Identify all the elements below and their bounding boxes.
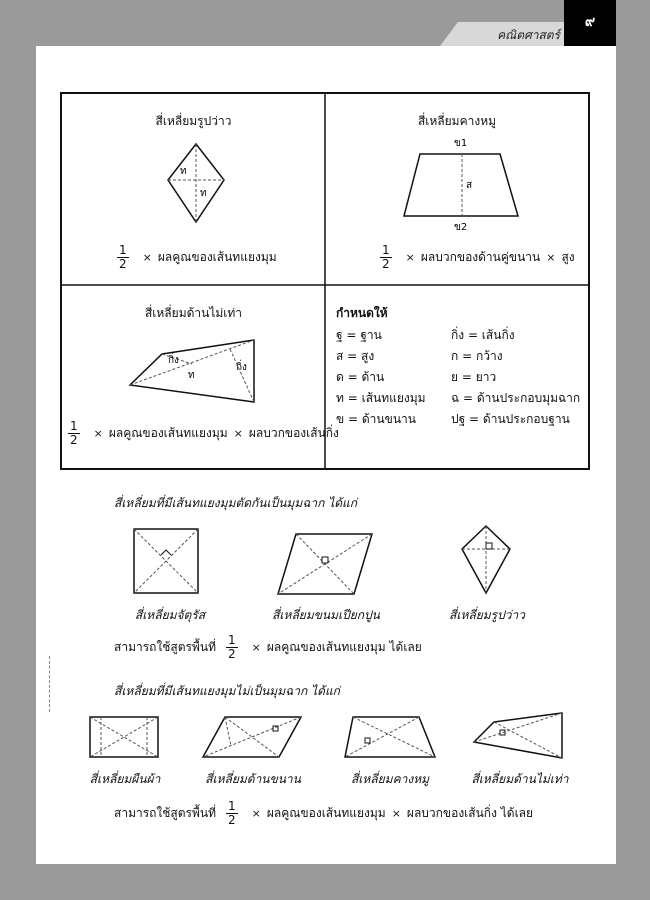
times-symbol: × bbox=[391, 807, 401, 820]
times-symbol: × bbox=[142, 251, 152, 264]
trapezoid-formula-text: ผลบวกของด้านคู่ขนาน bbox=[420, 250, 541, 264]
trapezoid-diag-label: ส bbox=[466, 180, 473, 191]
irregular-diagram bbox=[130, 340, 260, 410]
trapezoid-diagram bbox=[404, 138, 524, 233]
definition-item: ปฐ = ด้านประกอบฐาน bbox=[451, 412, 570, 426]
definition-item: ท = เส้นทแยงมุม bbox=[336, 391, 426, 405]
irregular-formula-text: ผลคูณของเส้นทแยงมุม bbox=[108, 426, 228, 440]
definition-item: ก = กว้าง bbox=[451, 349, 503, 363]
fraction: $\frac{1}{2}$ bbox=[119, 243, 127, 271]
shape-label-trapezoid: สี่เหลี่ยมคางหมู bbox=[350, 772, 430, 786]
page-number: ๙ bbox=[564, 0, 616, 46]
perpendicular-heading: สี่เหลี่ยมที่มีเส้นทแยงมุมตัดกันเป็นมุมฉาก ได้แก่ bbox=[114, 496, 358, 510]
rhombus-shape bbox=[278, 533, 374, 595]
trapezoid-title: สี่เหลี่ยมคางหมู bbox=[417, 114, 497, 128]
definition-item: ส = สูง bbox=[336, 349, 375, 363]
definition-item: ด = ด้าน bbox=[336, 370, 385, 384]
non-perpendicular-usage bbox=[114, 800, 533, 827]
times-symbol: × bbox=[405, 251, 415, 264]
usage-prefix: สามารถใช้สูตรพื้นที่ bbox=[114, 640, 217, 654]
subject-title: คณิตศาสตร์ bbox=[497, 28, 560, 42]
definition-item: กิ่ง = เส้นกิ่ง bbox=[451, 328, 515, 342]
irregular-diag-label: ท bbox=[188, 370, 195, 381]
definitions-title: กำหนดให้ bbox=[336, 306, 388, 320]
irregular-title: สี่เหลี่ยมด้านไม่เท่า bbox=[144, 306, 243, 320]
kite-title: สี่เหลี่ยมรูปว่าว bbox=[155, 114, 232, 128]
times-symbol: × bbox=[546, 251, 556, 264]
trapezoid-shape bbox=[345, 716, 437, 760]
definition-item: ย = ยาว bbox=[451, 370, 497, 384]
perpendicular-usage bbox=[114, 634, 422, 661]
irregular-cell bbox=[62, 286, 339, 468]
definition-item: ฐ = ฐาน bbox=[336, 328, 382, 342]
shape-label-rhombus: สี่เหลี่ยมขนมเปียกปูน bbox=[272, 608, 380, 622]
trapezoid-formula-text: สูง bbox=[561, 250, 575, 264]
shape-label-irregular: สี่เหลี่ยมด้านไม่เท่า bbox=[471, 772, 569, 786]
kite-diagram bbox=[168, 144, 228, 224]
margin-dash bbox=[49, 656, 50, 712]
kite-formula bbox=[117, 244, 277, 271]
trapezoid-diag-label: ข2 bbox=[454, 222, 468, 233]
trapezoid-formula bbox=[380, 244, 575, 271]
irregular-shape bbox=[474, 712, 564, 760]
fraction: $\frac{1}{2}$ bbox=[382, 243, 390, 271]
times-symbol: × bbox=[251, 807, 261, 820]
shape-label-kite: สี่เหลี่ยมรูปว่าว bbox=[449, 608, 525, 622]
shape-label-rectangle: สี่เหลี่ยมผืนผ้า bbox=[89, 772, 161, 786]
parallelogram-shape bbox=[203, 716, 303, 760]
formula-table bbox=[60, 92, 590, 470]
kite-cell bbox=[62, 94, 325, 285]
shape-label-square: สี่เหลี่ยมจัตุรัส bbox=[134, 608, 206, 622]
times-symbol: × bbox=[93, 427, 103, 440]
times-symbol: × bbox=[233, 427, 243, 440]
usage-prefix: สามารถใช้สูตรพื้นที่ bbox=[114, 806, 217, 820]
definitions-cell bbox=[326, 286, 588, 468]
usage-mid: ผลคูณของเส้นทแยงมุม bbox=[266, 806, 386, 820]
usage-suffix: ผลคูณของเส้นทแยงมุม ได้เลย bbox=[266, 640, 422, 654]
non-perpendicular-heading: สี่เหลี่ยมที่มีเส้นทแยงมุมไม่เป็นมุมฉาก ได้แก่ bbox=[114, 684, 340, 698]
definition-item: ข = ด้านขนาน bbox=[336, 412, 416, 426]
trapezoid-cell bbox=[326, 94, 588, 285]
kite-shape bbox=[462, 525, 512, 595]
rectangle-shape bbox=[89, 716, 161, 760]
irregular-diag-label: กิ่ง bbox=[236, 362, 247, 373]
irregular-diag-label: กิ่ง bbox=[168, 355, 179, 366]
fraction: $\frac{1}{2}$ bbox=[228, 799, 236, 827]
fraction: $\frac{1}{2}$ bbox=[70, 419, 78, 447]
kite-formula-text: ผลคูณของเส้นทแยงมุม bbox=[157, 250, 277, 264]
fraction: $\frac{1}{2}$ bbox=[228, 633, 236, 661]
square-shape bbox=[133, 528, 199, 594]
kite-diag-label: ท bbox=[180, 166, 187, 177]
trapezoid-diag-label: ข1 bbox=[454, 138, 468, 149]
kite-diag-label: ท bbox=[200, 188, 207, 199]
times-symbol: × bbox=[251, 641, 261, 654]
irregular-formula bbox=[68, 420, 339, 447]
shape-label-parallelogram: สี่เหลี่ยมด้านขนาน bbox=[205, 772, 301, 786]
usage-suffix: ผลบวกของเส้นกิ่ง ได้เลย bbox=[406, 806, 534, 820]
definition-item: ฉ = ด้านประกอบมุมฉาก bbox=[451, 391, 581, 405]
irregular-formula-text: ผลบวกของเส้นกิ่ง bbox=[248, 426, 339, 440]
